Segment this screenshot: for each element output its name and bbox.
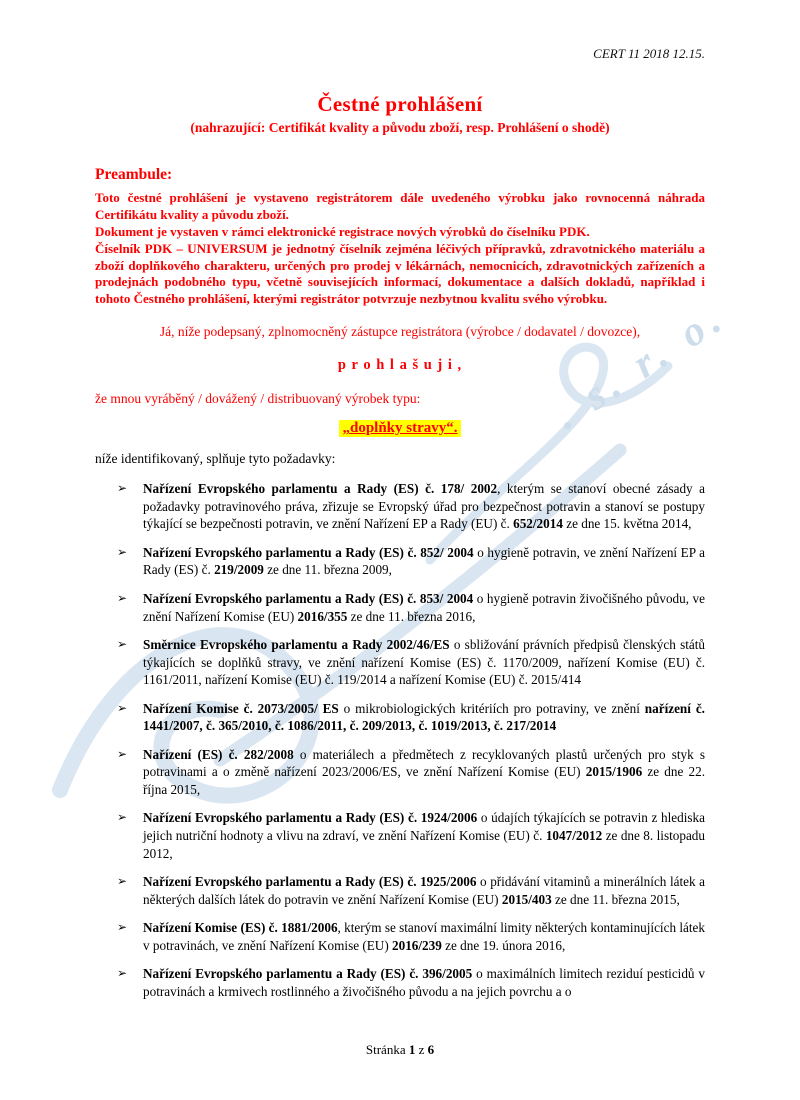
text-segment: 1047/2012	[545, 827, 603, 843]
text-segment: o mikrobiologických kritériích pro potraviny, ve znění	[338, 700, 645, 716]
text-segment: ze dne 11. března 2016,	[347, 608, 476, 624]
arrow-bullet-icon: ➢	[117, 810, 128, 825]
text-segment: , kterým se stanoví obecné zásady a požadavky potravinového práva, zřizuje se Evropský úřad pro bezpečnost potravin a stanoví se postupy týkající se bezpečnosti potravin, ve znění Nařízení EP a Rady (EU) č.	[143, 481, 706, 532]
arrow-bullet-icon: ➢	[117, 874, 128, 889]
requirement-item	[117, 873, 705, 908]
text-segment: Nařízení Evropského parlamentu a Rady (ES) č. 396/2005	[143, 966, 473, 982]
text-segment: o materiálech a předmětech z recyklovaných plastů určených pro styk s potravinami a o změně nařízení 2023/2006/ES, ve znění Nařízení Komise (EU)	[143, 746, 705, 780]
requirement-text	[143, 919, 705, 954]
text-segment: Nařízení Komise (ES) č. 1881/2006	[143, 920, 338, 936]
requirements-list	[95, 480, 705, 1000]
requirement-item	[117, 480, 705, 533]
text-segment: 219/2009	[214, 562, 264, 578]
declaration-verb: p r o h l a š u j i ,	[337, 357, 463, 374]
requirement-item	[117, 700, 705, 735]
text-segment: ze dne 19. února 2016,	[441, 937, 566, 953]
page-footer	[0, 1042, 800, 1058]
text-segment: 2015/403	[501, 891, 552, 907]
text-segment: Nařízení (ES) č. 282/2008	[143, 746, 294, 762]
text-segment: o hygieně potravin živočišného původu, ve znění Nařízení Komise (EU)	[143, 590, 705, 624]
product-type-highlight: „doplňky stravy“.	[339, 420, 460, 437]
arrow-bullet-icon: ➢	[117, 637, 128, 652]
requirement-item	[117, 965, 705, 1000]
text-segment: o hygieně potravin, ve znění Nařízení EP a Rady (ES) č.	[143, 544, 705, 578]
requirement-text	[143, 480, 705, 533]
text-segment: Nařízení Evropského parlamentu a Rady (ES) č. 1925/2006	[143, 874, 477, 890]
preamble-text	[95, 190, 705, 308]
preamble-paragraph: Číselník PDK – UNIVERSUM je jednotný číselník zejména léčivých přípravků, zdravotnického materiálu a zboží doplňkového charakteru, určených pro prodej v lékárnách, nemocnicích, zdravotnických zařízeních a prodejnách podobného typu, včetně souvisejících informací, dokumentace a dalších dokladů, například i tohoto Čestného prohlášení, kterými registrátor potvrzuje nezbytnou kvalitu svého výrobku.	[95, 240, 705, 307]
text-segment: ze dne 8. listopadu 2012,	[143, 827, 705, 861]
text-segment: ze dne 15. května 2014,	[562, 516, 692, 532]
watermark-text: . s. r. o.	[546, 293, 735, 439]
text-segment: o přidávání vitaminů a minerálních látek a některých dalších látek do potravin ve znění Nařízení Komise (EU)	[143, 874, 705, 907]
arrow-bullet-icon: ➢	[117, 590, 128, 605]
text-segment: Nařízení Evropského parlamentu a Rady (ES) č. 852/ 2004	[143, 544, 474, 560]
requirement-text	[143, 965, 705, 1000]
requirement-text	[143, 544, 705, 579]
doc-code: CERT 11 2018 12.15.	[593, 46, 705, 61]
preamble-paragraph: Dokument je vystaven v rámci elektronické registrace nových výrobků do číselníku PDK.	[95, 223, 590, 239]
arrow-bullet-icon: ➢	[117, 746, 128, 761]
declaration-intro: Já, níže podepsaný, zplnomocněný zástupce registrátora (výrobce / dodavatel / dovozce),	[159, 324, 641, 340]
text-segment: 2015/1906	[585, 764, 643, 780]
text-segment: 652/2014	[513, 516, 563, 532]
arrow-bullet-icon: ➢	[117, 481, 128, 496]
text-segment: o údajích týkajících se potravin z hlediska jejich nutriční hodnoty a vlivu na zdraví, ve znění Nařízení Komise (EU) č.	[143, 810, 705, 843]
requirement-item	[117, 919, 705, 954]
text-segment: ze dne 11. března 2015,	[551, 891, 680, 907]
text-segment: nařízení č. 1441/2007, č. 365/2010, č. 1086/2011, č. 209/2013, č. 1019/2013, č. 217/2014	[143, 700, 705, 734]
arrow-bullet-icon: ➢	[117, 700, 128, 715]
requirement-item	[117, 544, 705, 579]
text-segment: 1	[408, 1042, 416, 1057]
requirement-text	[143, 746, 705, 799]
preamble-heading: Preambule:	[95, 166, 173, 183]
requirement-item	[117, 746, 705, 799]
requirement-item	[117, 590, 705, 625]
text-segment: ze dne 11. března 2009,	[263, 562, 392, 578]
requirement-item	[117, 636, 705, 689]
arrow-bullet-icon: ➢	[117, 544, 128, 559]
requirement-item	[117, 809, 705, 862]
preamble-paragraph: Toto čestné prohlášení je vystaveno registrátorem dále uvedeného výrobku jako rovnocenná náhrada Certifikátu kvality a původu zboží.	[95, 190, 705, 222]
requirement-text	[143, 809, 705, 862]
text-segment: o maximálních limitech reziduí pesticidů v potravinách a krmivech rostlinného a živočišného původu a na jejich povrchu a o	[143, 966, 705, 999]
text-segment: Nařízení Evropského parlamentu a Rady (ES) č. 178/ 2002	[143, 481, 498, 497]
requirement-text	[143, 700, 705, 735]
arrow-bullet-icon: ➢	[117, 966, 128, 981]
text-segment: Nařízení Evropského parlamentu a Rady (ES) č. 853/ 2004	[143, 590, 474, 606]
requirement-text	[143, 873, 705, 908]
requirements-intro: níže identifikovaný, splňuje tyto požadavky:	[95, 451, 336, 467]
requirement-text	[143, 636, 705, 689]
text-segment: Nařízení Evropského parlamentu a Rady (ES) č. 1924/2006	[143, 810, 478, 826]
text-segment: o sbližování právních předpisů členských států týkajících se doplňků stravy, ve znění nařízení Komise (ES) č. 1170/2009, nařízení Komise (EU) č. 1161/2011, nařízení Komise (EU) č. 119/2014 a nařízení Komise (EU) č. 2015/414	[143, 637, 705, 688]
text-segment: Směrnice Evropského parlamentu a Rady 2002/46/ES	[143, 637, 450, 653]
declaration-product-line: že mnou vyráběný / dovážený / distribuovaný výrobek typu:	[95, 391, 421, 407]
text-segment: ze dne 22. října 2015,	[143, 764, 705, 797]
text-segment: , kterým se stanoví maximální limity některých kontaminujících látek v potravinách, ve znění Nařízení Komise (EU)	[143, 920, 705, 953]
text-segment: 2016/239	[392, 937, 442, 953]
text-segment: Nařízení Komise č. 2073/2005/ ES	[143, 700, 339, 716]
text-segment: 2016/355	[297, 608, 348, 624]
page-title: Čestné prohlášení	[317, 92, 483, 116]
text-segment: 6	[427, 1042, 435, 1057]
text-segment: z	[415, 1042, 428, 1057]
product-type-wrap	[95, 419, 705, 437]
page-subtitle: (nahrazující: Certifikát kvality a původu zboží, resp. Prohlášení o shodě)	[190, 120, 610, 135]
text-segment: Stránka	[365, 1042, 409, 1057]
requirement-text	[143, 590, 705, 625]
arrow-bullet-icon: ➢	[117, 920, 128, 935]
